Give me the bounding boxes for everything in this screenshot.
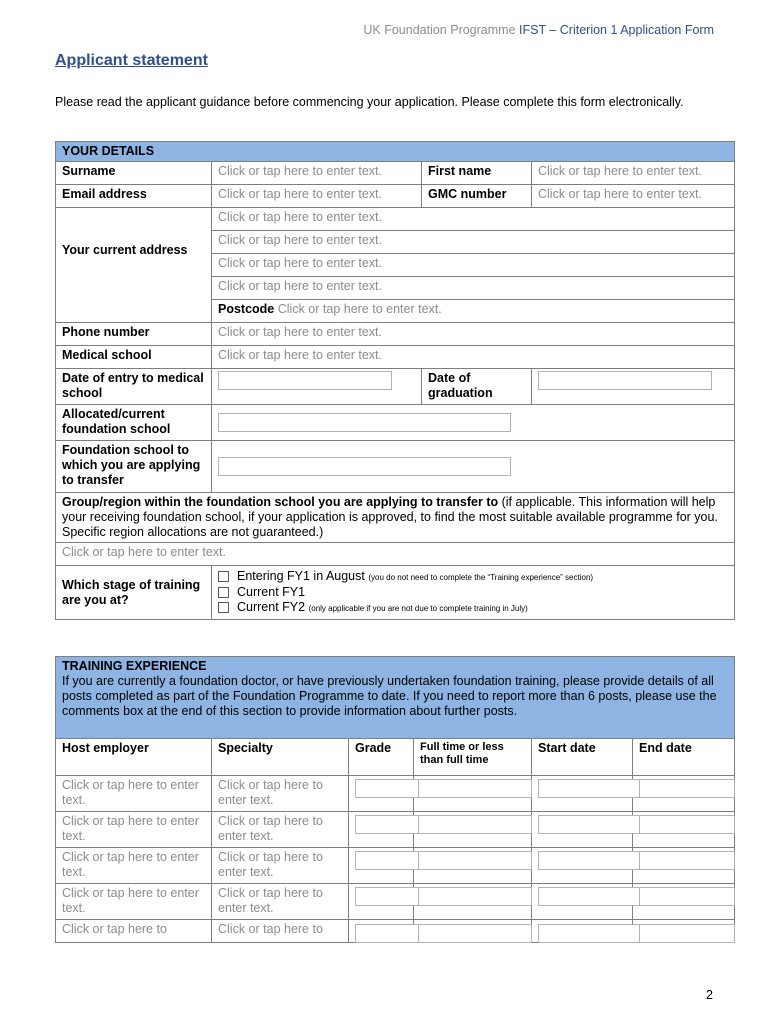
start-date-input[interactable] (538, 851, 640, 870)
medical-school-input[interactable]: Click or tap here to enter text. (212, 346, 735, 369)
gmc-input[interactable]: Click or tap here to enter text. (532, 185, 735, 208)
details-table (55, 141, 735, 620)
grade-input[interactable] (355, 887, 419, 906)
start-date-input[interactable] (538, 887, 640, 906)
col-specialty: Specialty (212, 739, 349, 776)
end-date-input[interactable] (639, 887, 735, 906)
end-date-input[interactable] (639, 779, 735, 798)
phone-input[interactable]: Click or tap here to enter text. (212, 323, 735, 346)
stage-option-current-fy2[interactable]: Current FY2 (only applicable if you are not due to complete training in July) (218, 600, 728, 616)
grade-input[interactable] (355, 851, 419, 870)
intro-text: Please read the applicant guidance before commencing your application. Please complete this form electronically. (55, 95, 684, 109)
host-employer-input[interactable]: Click or tap here to enter text. (56, 812, 212, 848)
full-time-input[interactable] (418, 779, 532, 798)
end-date-input[interactable] (639, 815, 735, 834)
page-number: 2 (706, 988, 713, 1002)
date-graduation-input[interactable] (538, 371, 712, 390)
email-input[interactable]: Click or tap here to enter text. (212, 185, 422, 208)
start-date-input[interactable] (538, 815, 640, 834)
stage-option-current-fy1[interactable]: Current FY1 (218, 585, 728, 600)
allocated-school-input[interactable] (218, 413, 511, 432)
training-heading: TRAINING EXPERIENCE (62, 659, 207, 673)
transfer-school-input[interactable] (218, 457, 511, 476)
address-line-4[interactable]: Click or tap here to enter text. (212, 277, 735, 300)
checkbox-icon[interactable] (218, 571, 229, 582)
col-full-time: Full time or less than full time (414, 739, 532, 776)
date-entry-label: Date of entry to medical school (56, 369, 212, 405)
host-employer-input[interactable]: Click or tap here to enter text. (56, 884, 212, 920)
email-label: Email address (56, 185, 212, 208)
grade-input[interactable] (355, 815, 419, 834)
col-end-date: End date (633, 739, 735, 776)
group-region-question: Group/region within the foundation school you are applying to transfer to (if applicable. This information will help your receiving foundation school, if your application is approved, to find the most suitable available programme for you. Specific region allocations are not guaranteed.) (56, 493, 735, 543)
date-entry-input[interactable] (218, 371, 392, 390)
stage-label: Which stage of training are you at? (56, 566, 212, 620)
page-header: UK Foundation Programme IFST – Criterion 1 Application Form (363, 23, 714, 37)
specialty-input[interactable]: Click or tap here to enter text. (212, 848, 349, 884)
address-line-1[interactable]: Click or tap here to enter text. (212, 208, 735, 231)
col-start-date: Start date (532, 739, 633, 776)
start-date-input[interactable] (538, 779, 640, 798)
full-time-input[interactable] (418, 887, 532, 906)
specialty-input[interactable]: Click or tap here to (212, 920, 349, 943)
postcode-label: Postcode (218, 302, 275, 316)
transfer-school-label: Foundation school to which you are applying to transfer (56, 441, 212, 493)
allocated-school-label: Allocated/current foundation school (56, 405, 212, 441)
date-entry-cell (212, 369, 422, 405)
full-time-input[interactable] (418, 815, 532, 834)
address-line-2[interactable]: Click or tap here to enter text. (212, 231, 735, 254)
full-time-input[interactable] (418, 851, 532, 870)
page-title: Applicant statement (55, 52, 208, 69)
address-label: Your current address (56, 208, 212, 323)
specialty-input[interactable]: Click or tap here to enter text. (212, 776, 349, 812)
phone-label: Phone number (56, 323, 212, 346)
specialty-input[interactable]: Click or tap here to enter text. (212, 884, 349, 920)
date-graduation-label: Date of graduation (422, 369, 532, 405)
host-employer-input[interactable]: Click or tap here to enter text. (56, 848, 212, 884)
transfer-school-cell (212, 441, 735, 493)
group-region-input[interactable]: Click or tap here to enter text. (56, 543, 735, 566)
checkbox-icon[interactable] (218, 602, 229, 613)
host-employer-input[interactable]: Click or tap here to enter text. (56, 776, 212, 812)
host-employer-input[interactable]: Click or tap here to (56, 920, 212, 943)
training-heading-cell (56, 657, 735, 739)
grade-input[interactable] (355, 924, 419, 943)
surname-input[interactable]: Click or tap here to enter text. (212, 162, 422, 185)
grade-input[interactable] (355, 779, 419, 798)
allocated-school-cell (212, 405, 735, 441)
first-name-input[interactable]: Click or tap here to enter text. (532, 162, 735, 185)
date-graduation-cell (532, 369, 735, 405)
stage-options (212, 566, 735, 620)
first-name-label: First name (422, 162, 532, 185)
start-date-input[interactable] (538, 924, 640, 943)
postcode-input[interactable]: Click or tap here to enter text. (277, 302, 442, 316)
end-date-input[interactable] (639, 851, 735, 870)
details-heading: YOUR DETAILS (56, 142, 735, 162)
checkbox-icon[interactable] (218, 587, 229, 598)
full-time-input[interactable] (418, 924, 532, 943)
stage-option-fy1-entry[interactable]: Entering FY1 in August (you do not need to complete the “Training experience” section) (218, 569, 728, 585)
end-date-input[interactable] (639, 924, 735, 943)
address-line-3[interactable]: Click or tap here to enter text. (212, 254, 735, 277)
col-grade: Grade (349, 739, 414, 776)
col-host-employer: Host employer (56, 739, 212, 776)
surname-label: Surname (56, 162, 212, 185)
postcode-row (212, 300, 735, 323)
gmc-label: GMC number (422, 185, 532, 208)
training-instructions: If you are currently a foundation doctor, or have previously undertaken foundation training, please provide details of all posts completed as part of the Foundation Programme to date. If you need to report more than 6 posts, please use the comments box at the end of this section to provide information about further posts. (62, 674, 717, 718)
specialty-input[interactable]: Click or tap here to enter text. (212, 812, 349, 848)
medical-school-label: Medical school (56, 346, 212, 369)
